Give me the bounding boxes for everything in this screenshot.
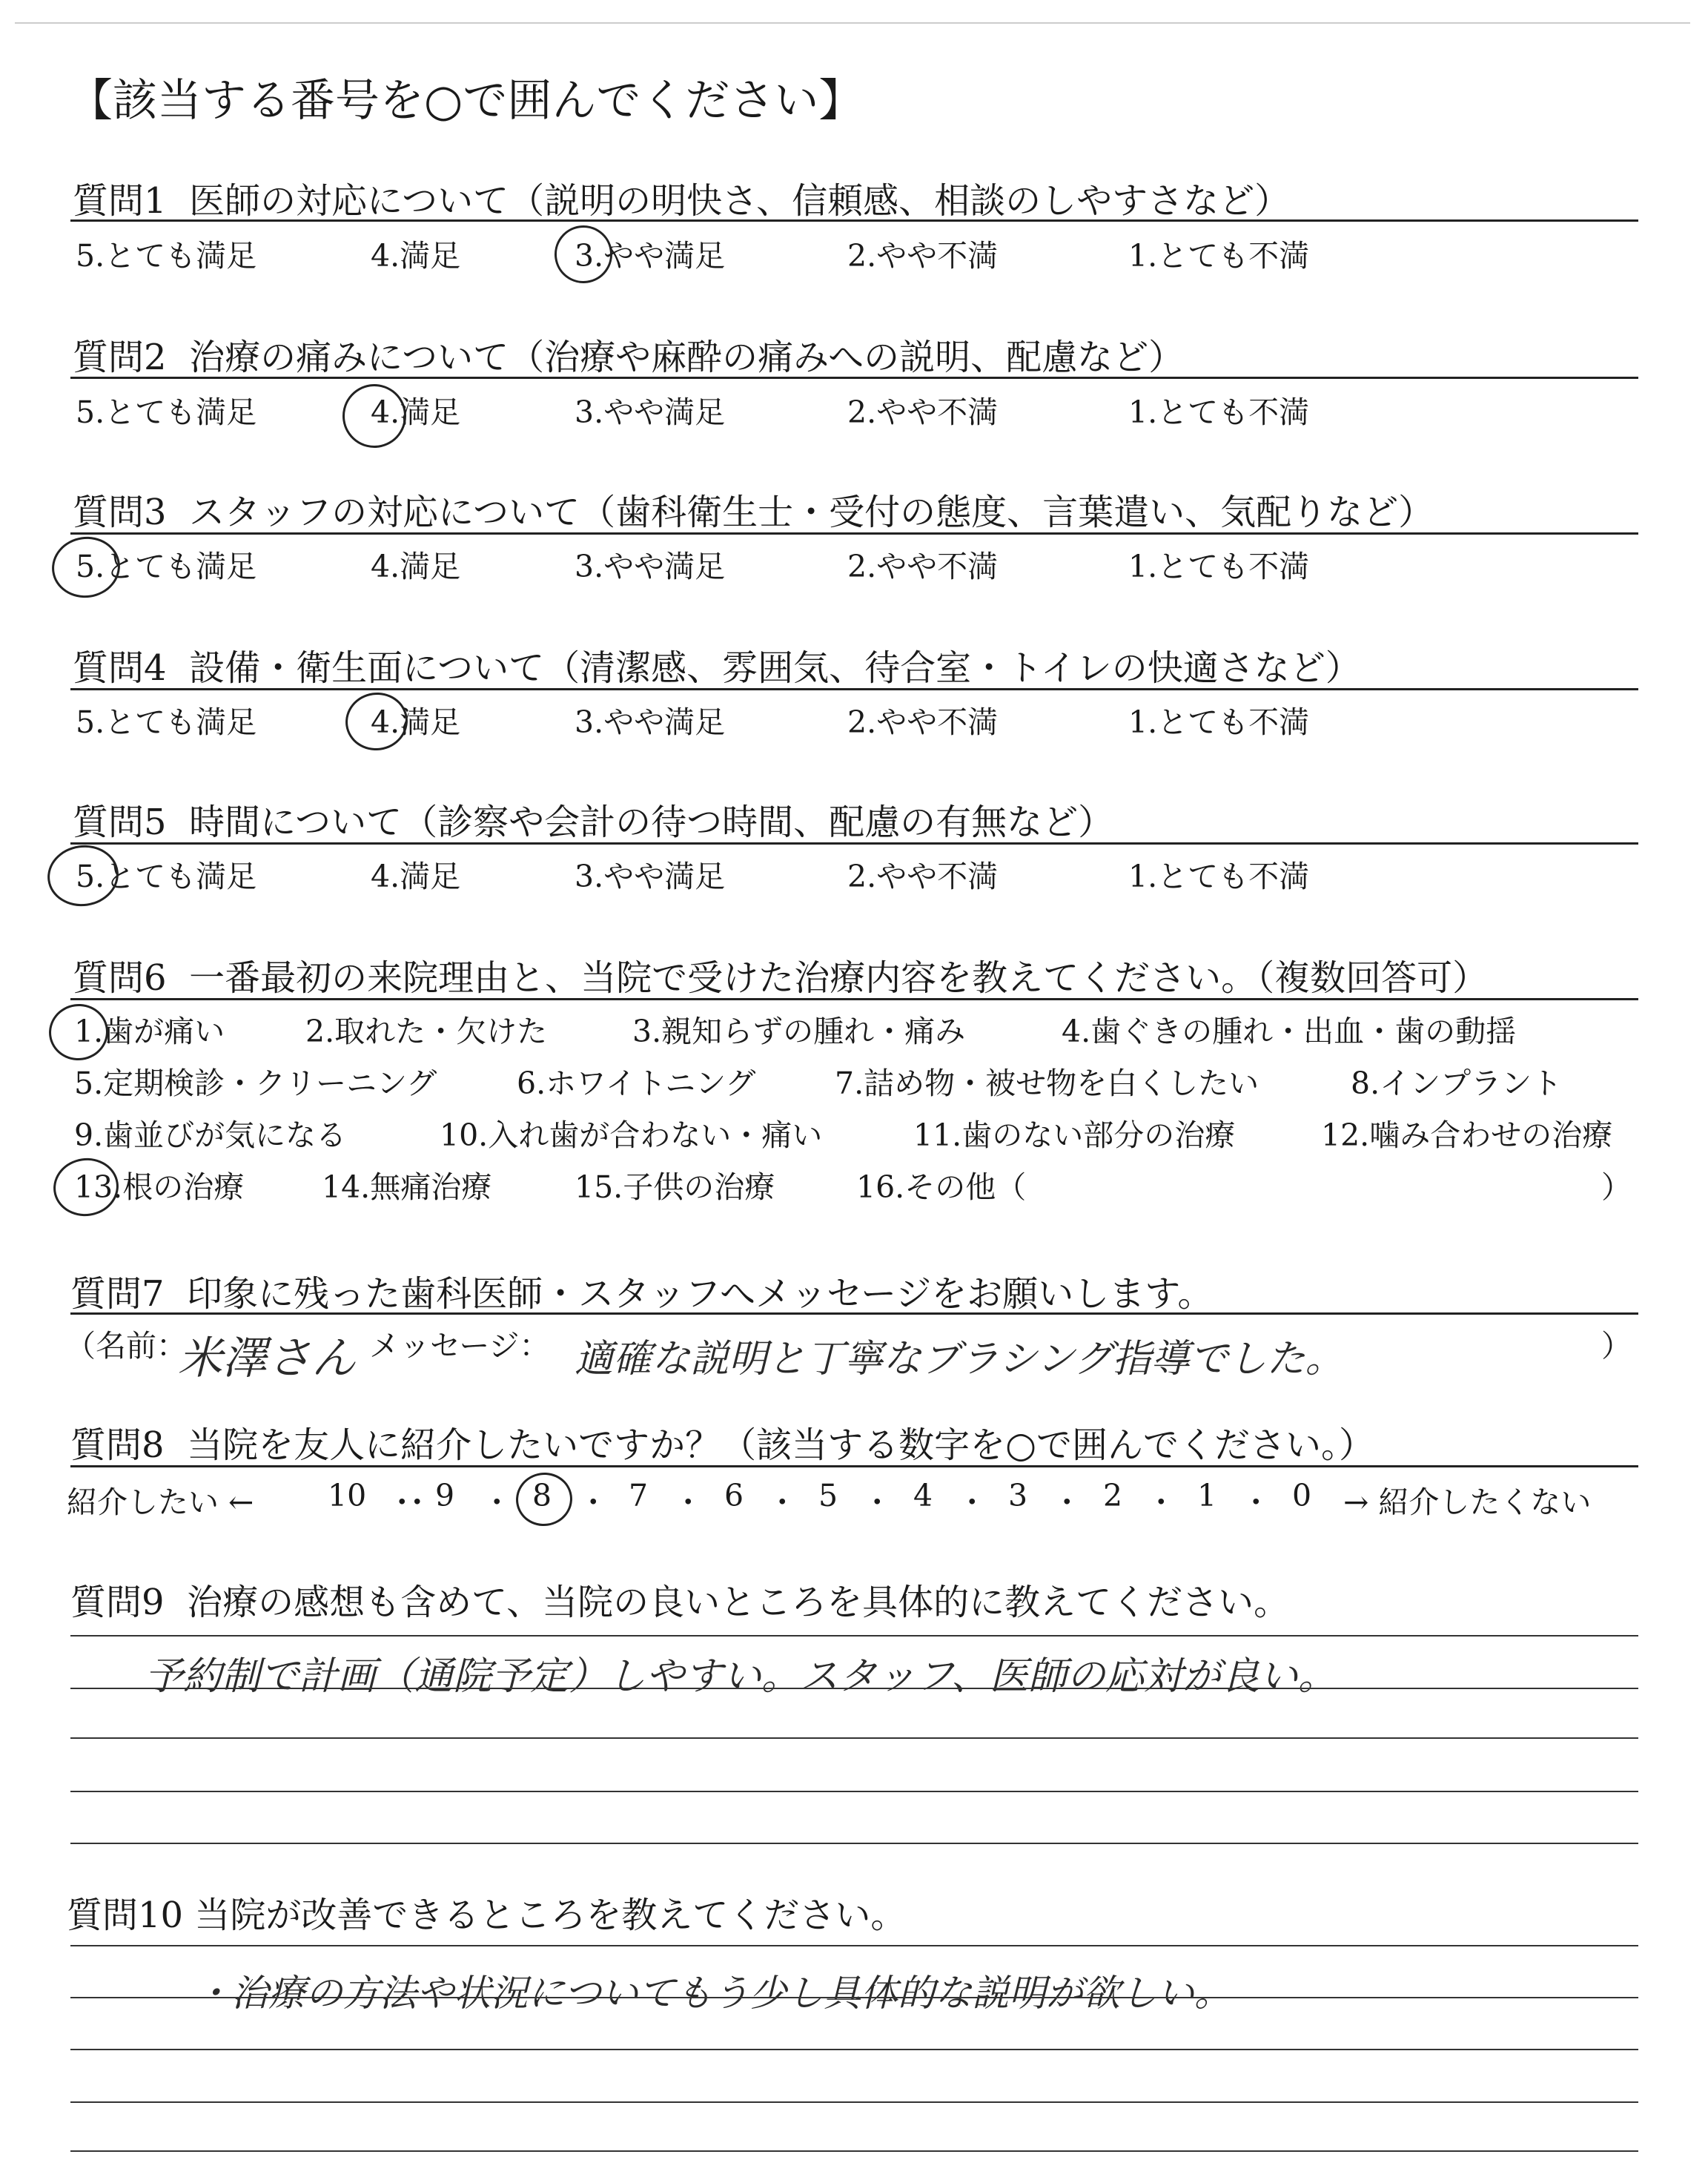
q8-scale-2[interactable]: 2: [1103, 1478, 1123, 1513]
q5-label: 質問5: [73, 802, 167, 843]
q2-option-4[interactable]: 4.満足: [371, 394, 461, 430]
q8-separator: ･: [964, 1484, 980, 1520]
q4-rule: [70, 688, 1638, 690]
q7-label: 質問7: [70, 1273, 165, 1315]
q9-writing-line: [70, 1635, 1638, 1636]
q10-label: 質問10: [67, 1895, 184, 1936]
q1-option-3[interactable]: 3.やや満足: [575, 238, 726, 274]
q8-scale-1[interactable]: 1: [1197, 1478, 1217, 1513]
q10-writing-line: [70, 1945, 1638, 1946]
q8-separator: ･: [489, 1484, 505, 1520]
q5-option-4[interactable]: 4.満足: [371, 859, 461, 894]
q10-text: 当院が改善できるところを教えてください。: [194, 1895, 907, 1936]
q9-text: 治療の感想も含めて、当院の良いところを具体的に教えてください。: [187, 1582, 1290, 1623]
q4-label: 質問4: [73, 647, 167, 689]
q3-option-3[interactable]: 3.やや満足: [575, 549, 726, 584]
q1-option-5[interactable]: 5.とても満足: [76, 238, 257, 274]
q3-text: スタッフの対応について（歯科衛生士・受付の態度、言葉遣い、気配りなど）: [189, 492, 1434, 533]
q1-label: 質問1: [73, 180, 167, 222]
q8-separator: ･: [586, 1484, 601, 1520]
q10-writing-line: [70, 2049, 1638, 2050]
q5-option-1[interactable]: 1.とても不満: [1128, 859, 1310, 894]
q8-text: 当院を友人に紹介したいですか？（該当する数字を○で囲んでください。）: [187, 1424, 1374, 1466]
q7-message-value[interactable]: 適確な説明と丁寧なブラシング指導でした。: [575, 1337, 1344, 1381]
q7-message-label: メッセージ：: [369, 1328, 550, 1364]
q5-text: 時間について（診察や会計の待つ時間、配慮の有無など）: [189, 802, 1114, 843]
q8-scale-0[interactable]: 0: [1292, 1478, 1312, 1513]
q10-answer[interactable]: ・治療の方法や状況についてもう少し具体的な説明が欲しい。: [194, 1972, 1231, 2015]
q8-separator: ･: [681, 1484, 696, 1520]
q2-option-3[interactable]: 3.やや満足: [575, 394, 726, 430]
q8-selected-circle: [512, 1469, 575, 1530]
q2-label: 質問2: [73, 337, 167, 378]
q6-question: [73, 949, 1488, 1000]
q6-option-5[interactable]: 5.定期検診・クリーニング: [74, 1066, 437, 1101]
q8-separator: ･: [775, 1484, 790, 1520]
scan-top-edge: [15, 22, 1690, 24]
q3-option-4[interactable]: 4.満足: [371, 549, 461, 584]
q8-separator: ･: [1153, 1484, 1169, 1520]
q2-question: [73, 328, 1184, 380]
q3-question: [73, 483, 1434, 535]
q5-question: [73, 793, 1113, 845]
q6-close-paren: ）: [1601, 1169, 1632, 1205]
q6-option-4[interactable]: 4.歯ぐきの腫れ・出血・歯の動揺: [1062, 1014, 1517, 1049]
q3-label: 質問3: [73, 492, 167, 533]
q6-rule: [70, 998, 1638, 1000]
q8-scale-7[interactable]: 7: [629, 1478, 649, 1513]
q6-option-10[interactable]: 10.入れ歯が合わない・痛い: [440, 1117, 823, 1153]
q1-option-2[interactable]: 2.やや不満: [847, 238, 999, 274]
q2-option-1[interactable]: 1.とても不満: [1128, 394, 1310, 430]
q7-name-label: （名前：: [65, 1328, 187, 1364]
q4-text: 設備・衛生面について（清潔感、雰囲気、待合室・トイレの快適さなど）: [189, 647, 1361, 689]
q9-writing-line: [70, 1737, 1638, 1739]
q8-right-label: → 紹介したくない: [1343, 1484, 1592, 1520]
q2-text: 治療の痛みについて（治療や麻酔の痛みへの説明、配慮など）: [189, 337, 1185, 378]
q3-rule: [70, 532, 1638, 535]
q4-option-1[interactable]: 1.とても不満: [1128, 704, 1310, 740]
q3-option-5[interactable]: 5.とても満足: [76, 549, 257, 584]
q6-option-1[interactable]: 1.歯が痛い: [74, 1014, 225, 1049]
q6-option-13[interactable]: 13.根の治療: [74, 1169, 245, 1205]
q10-question: [67, 1886, 906, 1938]
q4-option-3[interactable]: 3.やや満足: [575, 704, 726, 740]
q4-option-2[interactable]: 2.やや不満: [847, 704, 999, 740]
q8-scale-8[interactable]: 8: [532, 1478, 552, 1513]
q1-option-1[interactable]: 1.とても不満: [1128, 238, 1310, 274]
q10-writing-line: [70, 2101, 1638, 2103]
q6-option-16[interactable]: 16.その他（: [856, 1169, 1027, 1205]
q6-option-7[interactable]: 7.詰め物・被せ物を白くしたい: [835, 1066, 1260, 1101]
q8-scale-10[interactable]: 10: [328, 1478, 367, 1513]
q6-option-14[interactable]: 14.無痛治療: [322, 1169, 492, 1205]
q7-close-paren: ）: [1601, 1328, 1632, 1364]
q1-rule: [70, 219, 1638, 222]
q6-label: 質問6: [73, 957, 167, 999]
q7-rule: [70, 1312, 1638, 1315]
q6-option-11[interactable]: 11.歯のない部分の治療: [913, 1117, 1236, 1153]
q6-option-9[interactable]: 9.歯並びが気になる: [74, 1117, 347, 1153]
q5-option-2[interactable]: 2.やや不満: [847, 859, 999, 894]
q1-option-4[interactable]: 4.満足: [371, 238, 461, 274]
q9-answer[interactable]: 予約制で計画（通院予定）しやすい。スタッフ、医師の応対が良い。: [145, 1654, 1337, 1699]
q9-label: 質問9: [70, 1582, 165, 1623]
q7-text: 印象に残った歯科医師・スタッフへメッセージをお願いします。: [187, 1273, 1214, 1315]
q4-option-4[interactable]: 4.満足: [371, 704, 461, 740]
q7-name-value[interactable]: 米澤さん: [178, 1332, 356, 1384]
q6-option-2[interactable]: 2.取れた・欠けた: [305, 1014, 548, 1049]
form-title: 【該当する番号を○で囲んでください】: [68, 75, 864, 127]
q6-option-6[interactable]: 6.ホワイトニング: [517, 1066, 756, 1101]
q3-option-1[interactable]: 1.とても不満: [1128, 549, 1310, 584]
q4-question: [73, 639, 1361, 690]
q6-option-15[interactable]: 15.子供の治療: [575, 1169, 775, 1205]
q2-option-5[interactable]: 5.とても満足: [76, 394, 257, 430]
q6-option-3[interactable]: 3.親知らずの腫れ・痛み: [632, 1014, 966, 1049]
q8-separator: ･: [1248, 1484, 1264, 1520]
q5-option-3[interactable]: 3.やや満足: [575, 859, 726, 894]
q7-question: [70, 1265, 1213, 1316]
q10-writing-line: [70, 2150, 1638, 2152]
q6-text: 一番最初の来院理由と、当院で受けた治療内容を教えてください。（複数回答可）: [189, 957, 1489, 999]
q8-scale-9[interactable]: 9: [435, 1478, 455, 1513]
q10-writing-line: [70, 1997, 1638, 1998]
q8-scale-6[interactable]: 6: [724, 1478, 744, 1513]
q8-left-label: 紹介したい ←: [67, 1484, 254, 1520]
q8-scale-5[interactable]: 5: [818, 1478, 838, 1513]
q9-writing-line: [70, 1791, 1638, 1792]
q8-scale-4[interactable]: 4: [913, 1478, 933, 1513]
q5-rule: [70, 842, 1638, 845]
q9-writing-line: [70, 1843, 1638, 1844]
q9-question: [70, 1573, 1289, 1625]
q6-option-12[interactable]: 12.噛み合わせの治療: [1321, 1117, 1613, 1153]
q8-rule: [70, 1465, 1638, 1467]
q1-question: [73, 172, 1290, 223]
q8-label: 質問8: [70, 1424, 165, 1466]
q9-writing-line: [70, 1688, 1638, 1689]
q3-option-2[interactable]: 2.やや不満: [847, 549, 999, 584]
q8-question: [70, 1416, 1374, 1467]
q4-option-5[interactable]: 5.とても満足: [76, 704, 257, 740]
q5-option-5[interactable]: 5.とても満足: [76, 859, 257, 894]
q2-option-2[interactable]: 2.やや不満: [847, 394, 999, 430]
q8-separator: ･･: [394, 1484, 425, 1520]
q8-separator: ･: [870, 1484, 885, 1520]
q8-separator: ･: [1059, 1484, 1075, 1520]
q6-option-8[interactable]: 8.インプラント: [1351, 1066, 1563, 1101]
q1-text: 医師の対応について（説明の明快さ、信頼感、相談のしやすさなど）: [189, 180, 1291, 222]
q5-selected-circle: [44, 841, 122, 911]
q8-scale-3[interactable]: 3: [1008, 1478, 1028, 1513]
q2-rule: [70, 377, 1638, 379]
